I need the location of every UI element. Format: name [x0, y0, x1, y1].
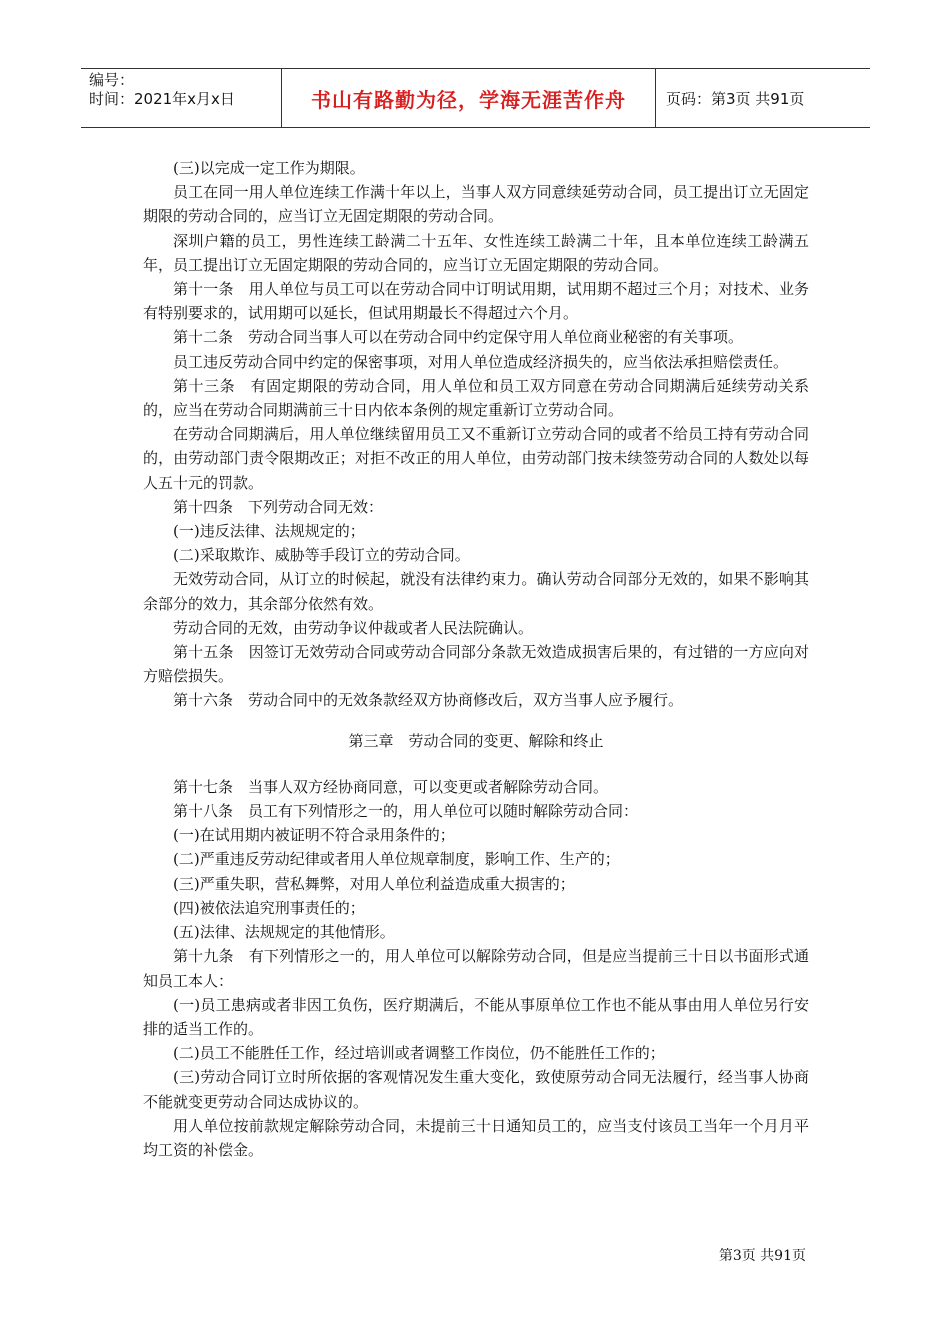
page-header [81, 68, 870, 128]
paragraph: (一)员工患病或者非因工负伤，医疗期满后，不能从事原单位工作也不能从事由用人单位另行安排的适当工作的。 [143, 995, 809, 1038]
header-motto: 书山有路勤为径，学海无涯苦作舟 [282, 69, 656, 127]
paragraph: (五)法律、法规规定的其他情形。 [173, 923, 395, 942]
paragraph: 劳动合同的无效，由劳动争议仲裁或者人民法院确认。 [173, 618, 534, 637]
paragraph: 第十六条 劳动合同中的无效条款经双方协商修改后，双方当事人应予履行。 [173, 691, 684, 710]
paragraph: (一)违反法律、法规规定的； [173, 522, 365, 541]
chapter-heading: 第三章 劳动合同的变更、解除和终止 [348, 731, 604, 750]
paragraph: 员工违反劳动合同中约定的保密事项，对用人单位造成经济损失的，应当依法承担赔偿责任。 [173, 352, 789, 371]
page-footer: 第3页 共91页 [718, 1248, 806, 1264]
paragraph: (二)员工不能胜任工作，经过培训或者调整工作岗位，仍不能胜任工作的； [173, 1044, 665, 1063]
document-body [143, 156, 809, 1162]
document-date: 时间：2021年x月x日 [89, 90, 235, 108]
paragraph: (二)严重违反劳动纪律或者用人单位规章制度，影响工作、生产的； [173, 850, 620, 869]
paragraph: 员工在同一用人单位连续工作满十年以上，当事人双方同意续延劳动合同，员工提出订立无固定期限的劳动合同的，应当订立无固定期限的劳动合同。 [143, 183, 809, 226]
paragraph: 第十四条 下列劳动合同无效： [173, 497, 384, 516]
paragraph: 无效劳动合同，从订立的时候起，就没有法律约束力。确认劳动合同部分无效的，如果不影响其余部分的效力，其余部分依然有效。 [143, 570, 809, 613]
paragraph: 用人单位按前款规定解除劳动合同，未提前三十日通知员工的，应当支付该员工当年一个月月平均工资的补偿金。 [143, 1116, 809, 1159]
header-page-info: 页码：第3页 共91页 [666, 89, 805, 108]
paragraph: (三)劳动合同订立时所依据的客观情况发生重大变化，致使原劳动合同无法履行，经当事人协商不能就变更劳动合同达成协议的。 [143, 1068, 809, 1111]
paragraph: 第十二条 劳动合同当事人可以在劳动合同中约定保守用人单位商业秘密的有关事项。 [173, 328, 744, 347]
paragraph: (三)严重失职，营私舞弊，对用人单位利益造成重大损害的； [173, 874, 575, 893]
paragraph: 深圳户籍的员工，男性连续工龄满二十五年、女性连续工龄满二十年，且本单位连续工龄满五年，员工提出订立无固定期限的劳动合同的，应当订立无固定期限的劳动合同。 [143, 231, 809, 274]
paragraph: 第十七条 当事人双方经协商同意，可以变更或者解除劳动合同。 [173, 777, 609, 796]
paragraph: 第十八条 员工有下列情形之一的，用人单位可以随时解除劳动合同： [173, 802, 639, 821]
header-meta [81, 69, 282, 127]
paragraph: 第十九条 有下列情形之一的，用人单位可以解除劳动合同，但是应当提前三十日以书面形式通知员工本人： [143, 947, 809, 990]
paragraph: (三)以完成一定工作为期限。 [173, 159, 365, 177]
paragraph: (二)采取欺诈、威胁等手段订立的劳动合同。 [173, 546, 470, 565]
paragraph: 第十三条 有固定期限的劳动合同，用人单位和员工双方同意在劳动合同期满后延续劳动关系的，应当在劳动合同期满前三十日内依本条例的规定重新订立劳动合同。 [143, 376, 809, 420]
paragraph: 在劳动合同期满后，用人单位继续留用员工又不重新订立劳动合同的或者不给员工持有劳动合同的，由劳动部门责令限期改正；对拒不改正的用人单位，由劳动部门按未续签劳动合同的人数处以每人五十元的罚款。 [143, 425, 809, 492]
paragraph: 第十一条 用人单位与员工可以在劳动合同中订明试用期，试用期不超过三个月；对技术、业务有特别要求的，试用期可以延长，但试用期最长不得超过六个月。 [143, 280, 809, 323]
paragraph: (一)在试用期内被证明不符合录用条件的； [173, 826, 455, 845]
paragraph: 第十五条 因签订无效劳动合同或劳动合同部分条款无效造成损害后果的，有过错的一方应向对方赔偿损失。 [143, 643, 809, 686]
paragraph: (四)被依法追究刑事责任的； [173, 898, 365, 917]
document-number-label: 编号： [89, 71, 135, 89]
